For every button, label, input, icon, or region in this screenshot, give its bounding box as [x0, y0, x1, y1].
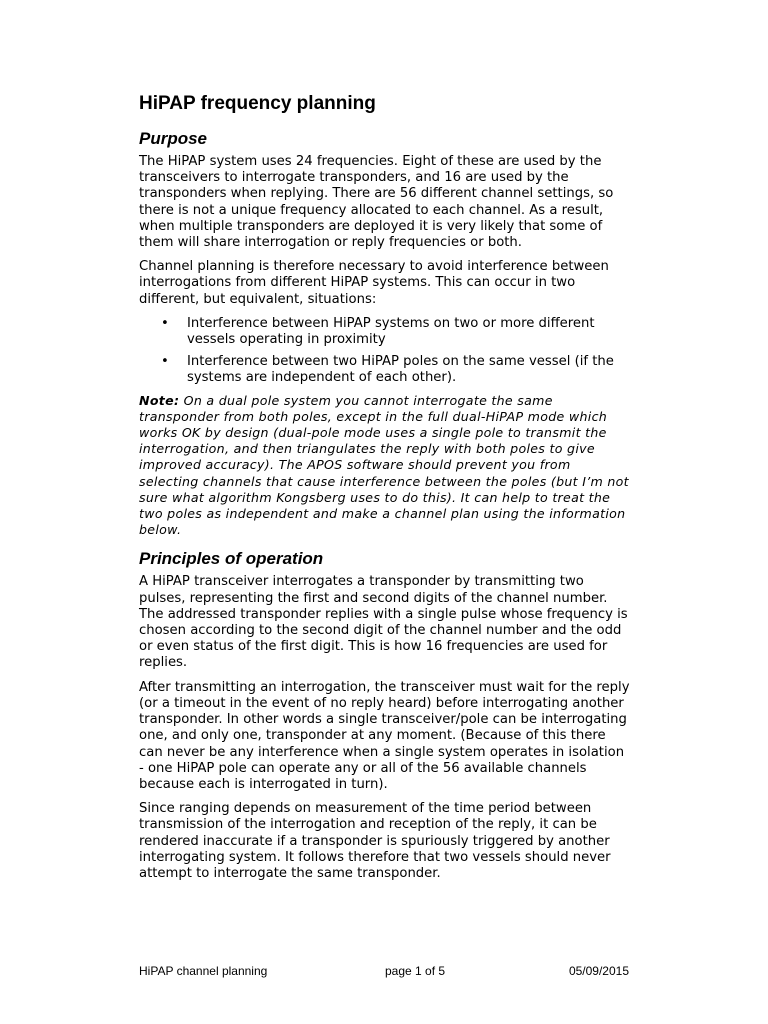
footer-date: 05/09/2015 — [568, 964, 629, 978]
note-paragraph — [139, 393, 631, 539]
bullet-list — [139, 316, 631, 387]
paragraph: Since ranging depends on measurement of the time period between transmission of the interrogation and reception of the reply, it can be rendered inaccurate if a transponder is spuriously triggered by another interrogating system. It follows therefore that two vessels should never attempt to interrogate the same transponder. — [139, 801, 611, 881]
bullet-text: Interference between two HiPAP poles on the same vessel (if the systems are independent of each other). — [187, 354, 614, 386]
section-heading-principles: Principles of operation — [139, 549, 324, 569]
page-footer — [139, 964, 631, 982]
document-page — [139, 92, 631, 890]
footer-page-number: page 1 of 5 — [385, 964, 446, 978]
document-title: HiPAP frequency planning — [139, 93, 376, 114]
section-heading-purpose: Purpose — [139, 129, 208, 148]
paragraph: Channel planning is therefore necessary to avoid interference between interrogations from different HiPAP systems. This can occur in two different, but equivalent, situations: — [139, 259, 609, 307]
bullet-text: Interference between HiPAP systems on two or more different vessels operating in proximity — [187, 315, 595, 348]
note-text: On a dual pole system you cannot interrogate the same transponder from both poles, except in the full dual-HiPAP mode which works OK by design (dual-pole mode uses a single pole to transmit the interrogation, and then triangulates the reply with both poles to give improved accuracy). The APOS software should prevent you from selecting channels that cause interference between the poles (but I’m not sure what algorithm Kongsberg uses to do this). It can help to treat the two poles as independent and make a channel plan using the information below. — [139, 392, 629, 538]
note-label: Note: — [139, 392, 180, 408]
bullet-item — [139, 354, 631, 386]
footer-document-name: HiPAP channel planning — [139, 964, 268, 978]
bullet-item — [139, 316, 631, 348]
paragraph: The HiPAP system uses 24 frequencies. Eight of these are used by the transceivers to interrogate transponders, and 16 are used by the transponders when replying. There are 56 different channel settings, so there is not a unique frequency allocated to each channel. As a result, when multiple transponders are deployed it is very likely that some of them will share interrogation or reply frequencies or both. — [139, 154, 614, 251]
bullet-icon: • — [161, 354, 169, 370]
bullet-icon: • — [161, 315, 169, 331]
paragraph: After transmitting an interrogation, the transceiver must wait for the reply (or a timeout in the event of no reply heard) before interrogating another transponder. In other words a single transceiver/pole can be interrogating one, and only one, transponder at any moment. (Because of this there can never be any interference when a single system operates in isolation - one HiPAP pole can operate any or all of the 56 available channels because each is interrogated in turn). — [139, 679, 630, 792]
paragraph: A HiPAP transceiver interrogates a transponder by transmitting two pulses, representing the first and second digits of the channel number. The addressed transponder replies with a single pulse whose frequency is chosen according to the second digit of the channel number and the odd or even status of the first digit. This is how 16 frequencies are used for replies. — [139, 574, 628, 671]
